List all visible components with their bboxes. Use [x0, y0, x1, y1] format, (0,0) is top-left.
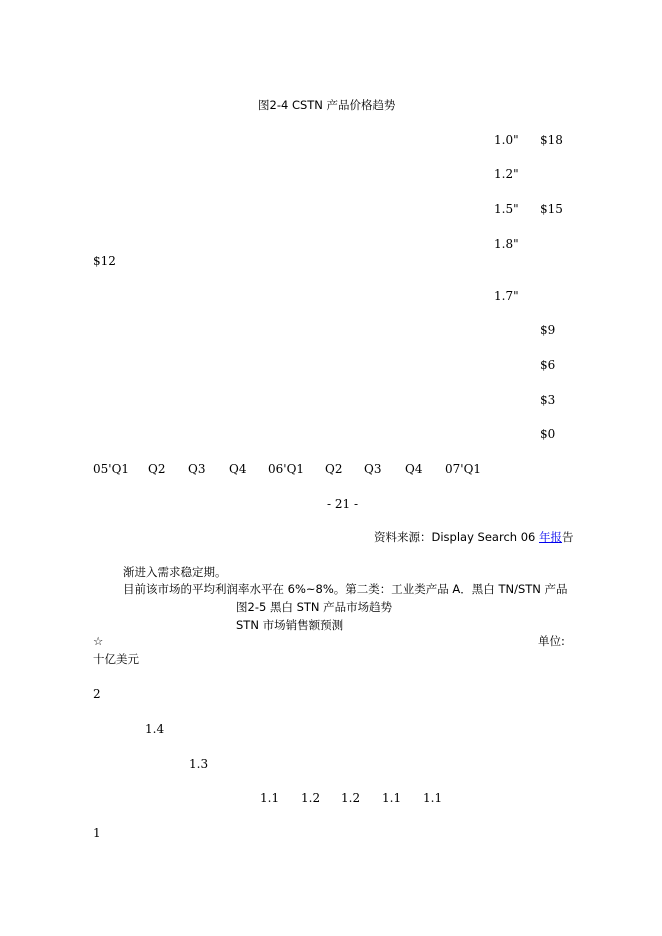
data-label: 1.4: [145, 722, 165, 736]
data-label: 1.1: [260, 791, 280, 805]
data-label: 1.2: [301, 791, 321, 805]
y-tick-label: $0: [540, 427, 556, 441]
data-label: 1.1: [423, 791, 443, 805]
x-tick-label: Q2: [148, 462, 166, 476]
size-label: 1.7": [494, 289, 519, 303]
source-link[interactable]: 年报: [539, 530, 562, 544]
size-label: 1.8": [494, 237, 519, 251]
y-tick-label: $18: [540, 133, 563, 147]
x-tick-label: Q3: [364, 462, 382, 476]
unit-value: 十亿美元: [93, 652, 139, 666]
figure-title: 图2-4 CSTN 产品价格趋势: [258, 98, 396, 112]
paragraph-line: 目前该市场的平均利润率水平在 6%~8%。第二类：工业类产品 A．黑白 TN/STN 产品: [123, 582, 568, 596]
unit-label: 单位:: [538, 634, 565, 648]
y-tick-label: $9: [540, 323, 556, 337]
y-tick-label: $3: [540, 393, 556, 407]
x-tick-label: 07'Q1: [445, 462, 482, 476]
data-label: 1.3: [189, 757, 209, 771]
source-suffix: 告: [562, 530, 574, 544]
x-tick-label: Q4: [229, 462, 247, 476]
x-tick-label: Q4: [405, 462, 423, 476]
size-label: 1.2": [494, 167, 519, 181]
x-tick-label: 06'Q1: [268, 462, 305, 476]
y-axis-label: 1: [93, 826, 101, 840]
y-tick-label: $15: [540, 202, 563, 216]
star-icon: ☆: [93, 634, 104, 648]
data-label: 1.1: [382, 791, 402, 805]
figure-title: 图2-5 黑白 STN 产品市场趋势: [236, 600, 393, 614]
y-axis-label: 2: [93, 687, 101, 701]
data-label: 1.2: [341, 791, 361, 805]
source-prefix: 资料来源：Display Search 06: [374, 530, 539, 544]
page-number: - 21 -: [327, 497, 359, 511]
left-value-label: $12: [93, 254, 116, 268]
x-tick-label: Q3: [188, 462, 206, 476]
size-label: 1.0": [494, 133, 519, 147]
x-tick-label: Q2: [325, 462, 343, 476]
x-tick-label: 05'Q1: [93, 462, 130, 476]
source-note: [374, 530, 574, 544]
size-label: 1.5": [494, 202, 519, 216]
y-tick-label: $6: [540, 358, 556, 372]
figure-subtitle: STN 市场销售额预测: [236, 618, 344, 632]
paragraph-line: 渐进入需求稳定期。: [123, 565, 227, 579]
